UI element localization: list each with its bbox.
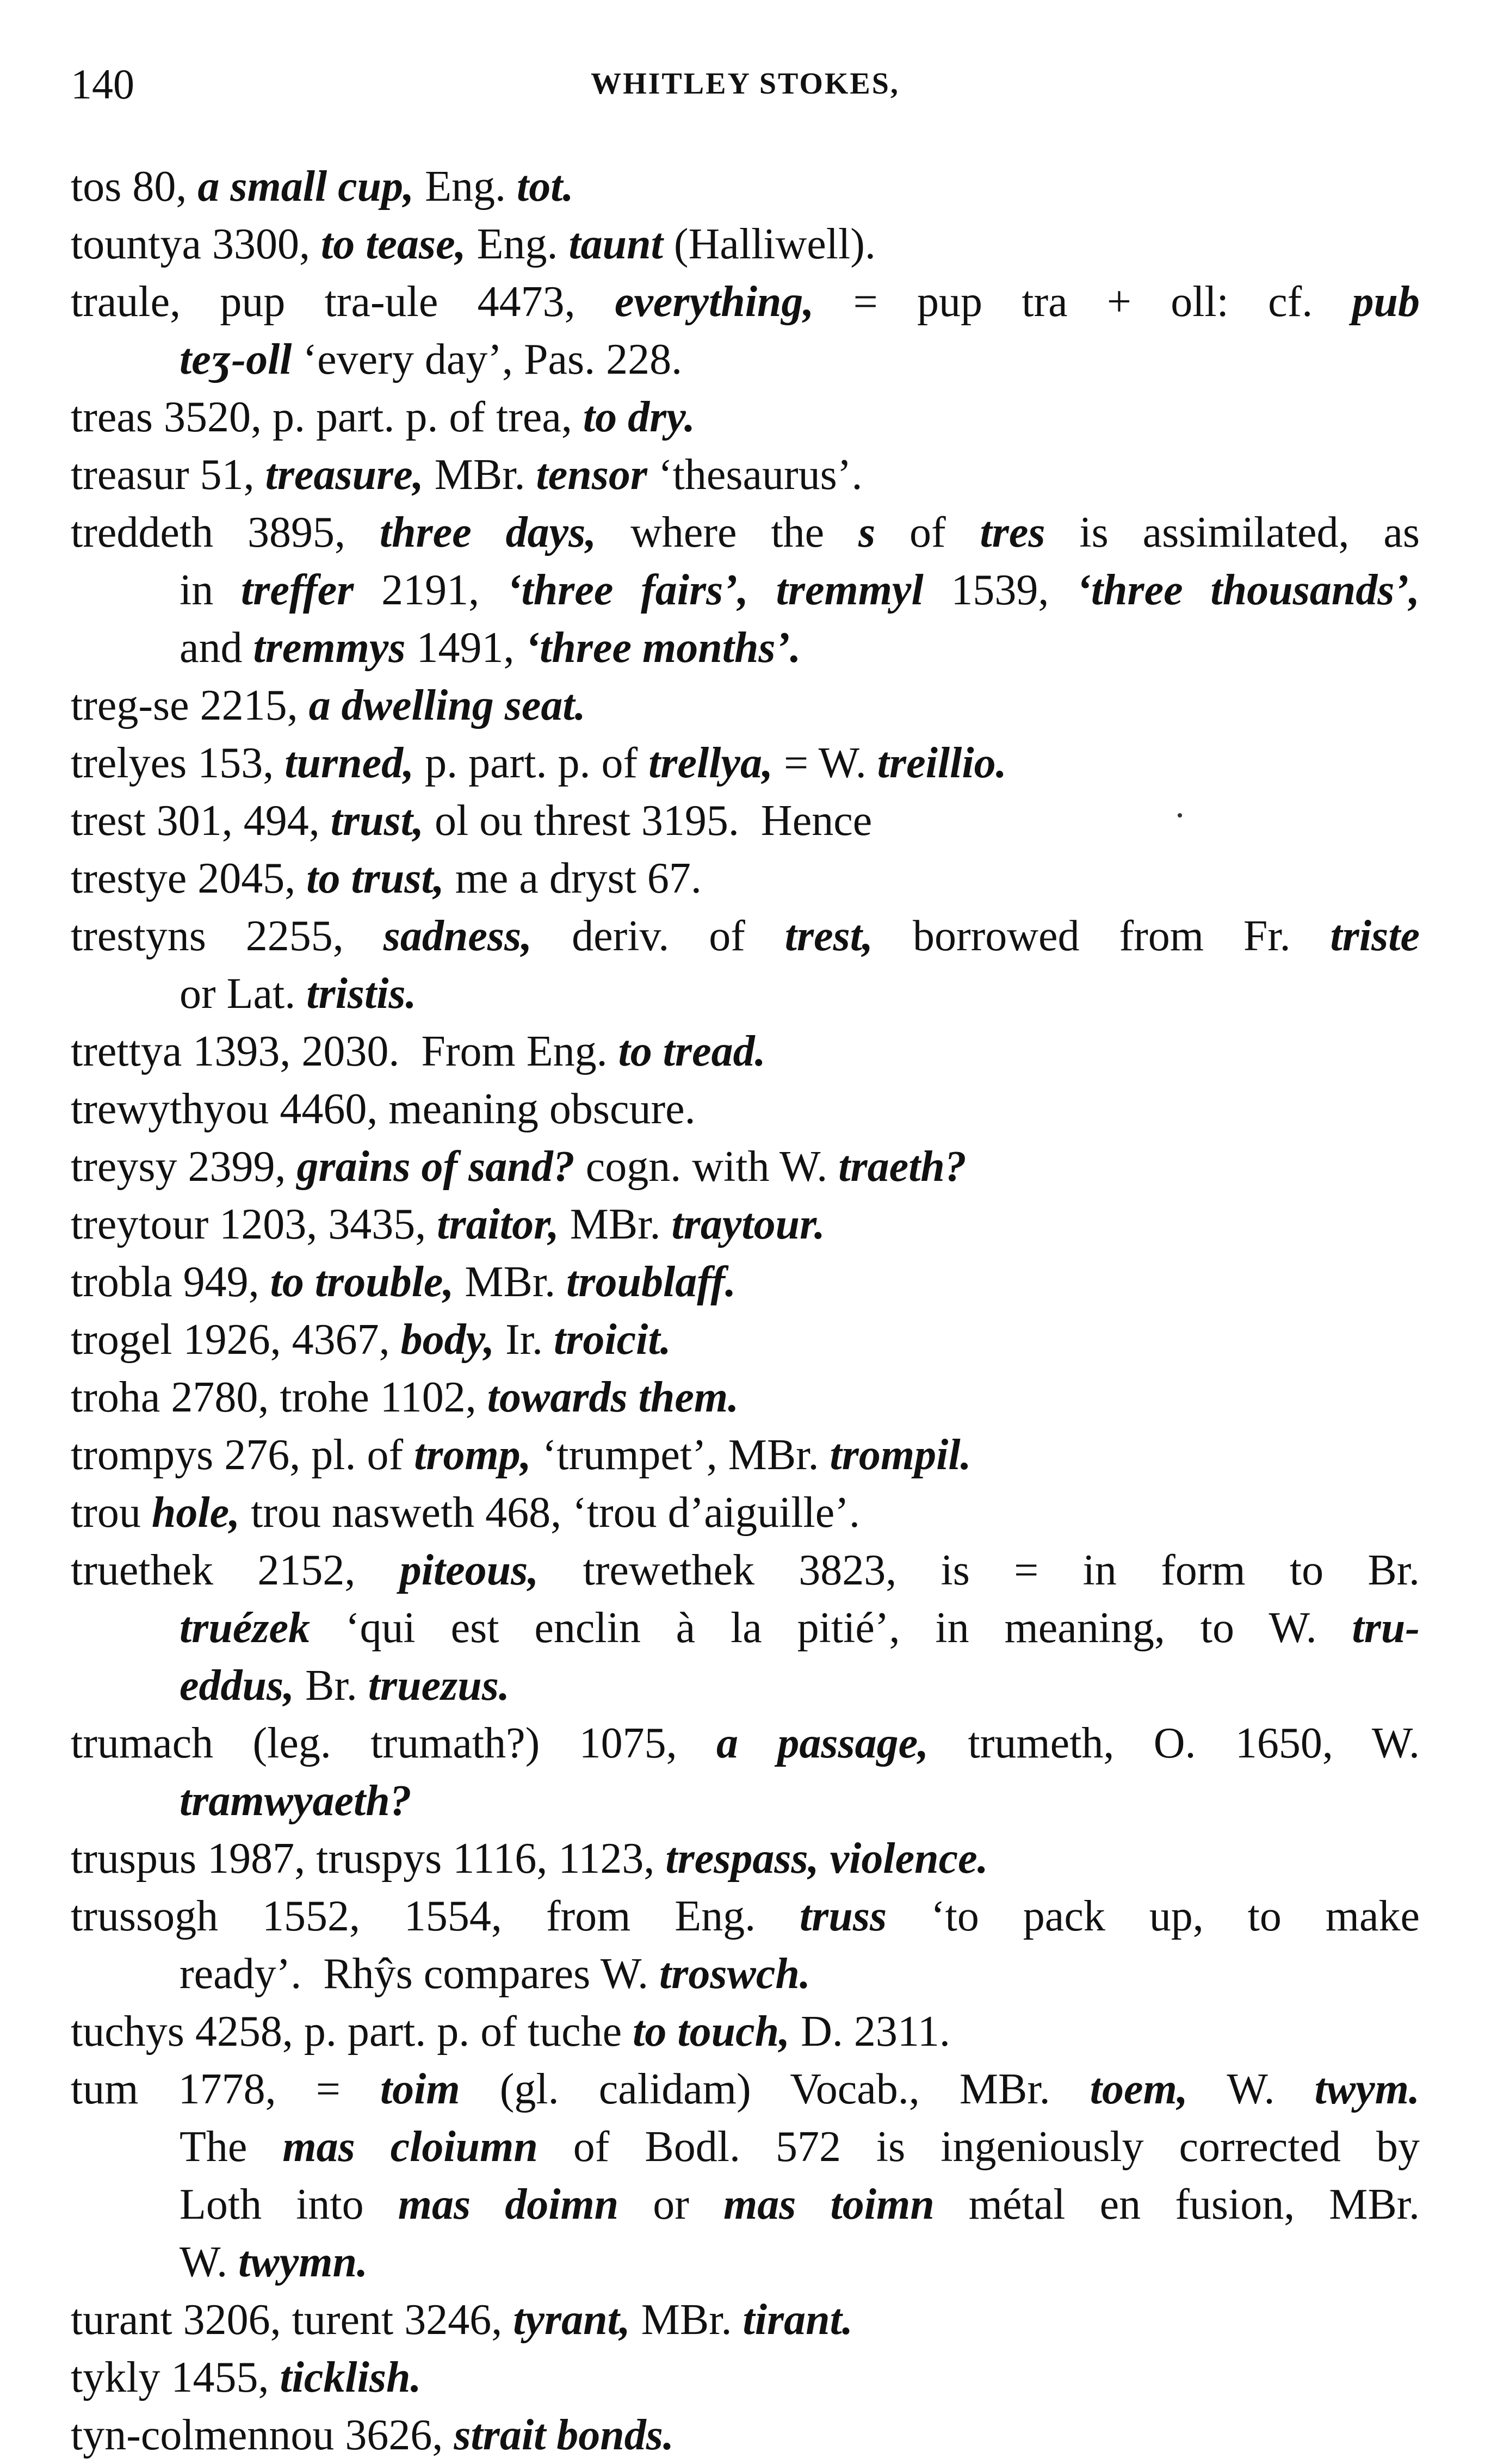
italic-text: tensor (536, 451, 648, 499)
italic-text: ‘three months’. (525, 624, 801, 672)
entry-headline (71, 677, 1420, 734)
italic-text: eddus, (180, 1662, 295, 1710)
print-speck (1178, 813, 1182, 818)
entry-headline (71, 792, 1420, 850)
italic-text: tremmyl (776, 566, 924, 614)
italic-text: treasure, (265, 451, 424, 499)
text: MBr. (630, 2296, 743, 2344)
page-number: 140 (71, 60, 134, 108)
text: ready’. Rhŷs compares W. (180, 1950, 660, 1998)
text: ‘every day’, Pas. 228. (292, 336, 683, 383)
entry-headline (71, 1714, 1420, 1772)
italic-text: treffer (240, 566, 354, 614)
entry-headline (71, 1830, 1420, 1887)
glossary-entry (71, 677, 1420, 734)
text: and (180, 624, 253, 672)
text: treg-se 2215, (71, 682, 309, 729)
entry-headline (71, 1369, 1420, 1426)
glossary-entry (71, 850, 1420, 907)
italic-text: tristis. (306, 970, 417, 1018)
text: MBr. (423, 451, 536, 499)
text: me a dryst 67. (444, 855, 702, 902)
italic-text: tres (980, 509, 1045, 556)
glossary-body (71, 158, 1420, 2464)
text: MBr. (559, 1200, 672, 1248)
glossary-entry (71, 446, 1420, 504)
text: traule, pup tra-ule 4473, (71, 278, 615, 326)
text: The (180, 2123, 283, 2171)
glossary-entry (71, 2003, 1420, 2060)
italic-text: tromp, (414, 1431, 531, 1479)
glossary-entry (71, 1484, 1420, 1541)
glossary-entry (71, 1541, 1420, 1714)
entry-headline (71, 2406, 1420, 2464)
italic-text: trompil. (830, 1431, 972, 1479)
text: MBr. (454, 1258, 567, 1306)
text: cogn. with W. (574, 1143, 839, 1191)
glossary-entry (71, 2060, 1420, 2291)
text: tuchys 4258, p. part. p. of tuche (71, 2008, 633, 2056)
italic-text: ticklish. (280, 2354, 422, 2401)
entry-headline (71, 1023, 1420, 1080)
glossary-entry (71, 2406, 1420, 2464)
text: tountya 3300, (71, 220, 321, 268)
text: = pup tra + oll: cf. (814, 278, 1352, 326)
italic-text: trespass, violence. (665, 1835, 988, 1883)
italic-text: triste (1330, 912, 1420, 960)
glossary-entry (71, 388, 1420, 446)
glossary-entry (71, 734, 1420, 792)
entry-headline (71, 1138, 1420, 1196)
glossary-entry (71, 1253, 1420, 1311)
entry-continuation-line (71, 1599, 1420, 1657)
italic-text: tru- (1352, 1604, 1420, 1652)
glossary-entry (71, 215, 1420, 273)
italic-text: trust, (330, 797, 424, 845)
italic-text: to dry. (583, 393, 695, 441)
glossary-entry (71, 504, 1420, 677)
entry-headline (71, 1080, 1420, 1138)
text: métal en fusion, MBr. (934, 2181, 1420, 2228)
italic-text: toem, (1090, 2065, 1188, 2113)
text: 1539, (923, 566, 1077, 614)
entry-continuation-line (71, 1657, 1420, 1714)
italic-text: trest, (784, 912, 874, 960)
italic-text: sadness, (383, 912, 533, 960)
italic-text: tremmys (253, 624, 406, 672)
entry-continuation-line (71, 1772, 1420, 1830)
glossary-entry (71, 907, 1420, 1023)
text: is assimilated, as (1045, 509, 1420, 556)
text: tykly 1455, (71, 2354, 280, 2401)
glossary-entry (71, 1830, 1420, 1887)
italic-text: truss (800, 1892, 887, 1940)
text: tum 1778, = (71, 2065, 380, 2113)
glossary-entry (71, 1196, 1420, 1253)
text: trou (71, 1489, 152, 1537)
entry-continuation-line (71, 1945, 1420, 2003)
text: ‘thesaurus’. (647, 451, 863, 499)
italic-text: taunt (568, 220, 663, 268)
entry-headline (71, 1253, 1420, 1311)
glossary-entry (71, 1426, 1420, 1484)
text: truethek 2152, (71, 1546, 400, 1594)
glossary-entry (71, 1369, 1420, 1426)
text: 2191, (354, 566, 507, 614)
text: or (618, 2181, 724, 2228)
italic-text: trellya, (648, 739, 773, 787)
italic-text: mas cloiumn (282, 2123, 538, 2171)
entry-headline (71, 907, 1420, 965)
text: (gl. calidam) Vocab., MBr. (460, 2065, 1090, 2113)
text: = W. (772, 739, 877, 787)
italic-text: traeth? (838, 1143, 967, 1191)
italic-text: tot. (517, 163, 574, 211)
text: p. part. p. of (414, 739, 649, 787)
glossary-entry (71, 1311, 1420, 1369)
italic-text: to tease, (320, 220, 466, 268)
italic-text: troicit. (554, 1316, 671, 1364)
glossary-entry (71, 158, 1420, 215)
italic-text: grains of sand? (296, 1143, 575, 1191)
italic-text: truezus. (368, 1662, 510, 1710)
italic-text: toim (380, 2065, 460, 2113)
glossary-entry (71, 1023, 1420, 1080)
italic-text: hole, (151, 1489, 240, 1537)
page-header (71, 60, 1420, 120)
glossary-entry (71, 2349, 1420, 2406)
entry-continuation-line (71, 2118, 1420, 2176)
text: trobla 949, (71, 1258, 270, 1306)
glossary-entry (71, 792, 1420, 850)
text: W. (180, 2238, 239, 2286)
entry-continuation-line (71, 2176, 1420, 2233)
italic-text: strait bonds. (454, 2411, 674, 2459)
text: treysy 2399, (71, 1143, 297, 1191)
italic-text: tramwyaeth? (180, 1777, 412, 1825)
text: trettya 1393, 2030. From Eng. (71, 1027, 618, 1075)
text: trou nasweth 468, ‘trou d’aiguille’. (240, 1489, 860, 1537)
italic-text: traytour. (671, 1200, 825, 1248)
text: ‘to pack up, to make (887, 1892, 1420, 1940)
italic-text: pub (1352, 278, 1420, 326)
text: trumach (leg. trumath?) 1075, (71, 1719, 716, 1767)
text: borrowed from Fr. (873, 912, 1331, 960)
italic-text: twymn. (238, 2238, 368, 2286)
entry-headline (71, 2060, 1420, 2118)
italic-text: troswch. (659, 1950, 810, 1998)
italic-text: teʒ-oll (180, 336, 292, 383)
text: trestye 2045, (71, 855, 307, 902)
italic-text: s (858, 509, 876, 556)
italic-text: piteous, (399, 1546, 539, 1594)
text: of (875, 509, 980, 556)
entry-headline (71, 734, 1420, 792)
italic-text: twym. (1314, 2065, 1420, 2113)
italic-text: traitor, (437, 1200, 559, 1248)
text: in (180, 566, 241, 614)
italic-text: a passage, (716, 1719, 929, 1767)
italic-text: tirant. (742, 2296, 853, 2344)
entry-continuation-line (71, 331, 1420, 388)
entry-headline (71, 1311, 1420, 1369)
italic-text: ‘three fairs’, (506, 566, 748, 614)
italic-text: a small cup, (197, 163, 414, 211)
text: or Lat. (180, 970, 307, 1018)
text: treddeth 3895, (71, 509, 380, 556)
text: Eng. (414, 163, 517, 211)
italic-text: to trust, (306, 855, 444, 902)
text: trumeth, O. 1650, W. (929, 1719, 1420, 1767)
italic-text: troublaff. (566, 1258, 737, 1306)
entry-headline (71, 446, 1420, 504)
italic-text: three days, (379, 509, 597, 556)
italic-text: ‘three thousands’, (1076, 566, 1420, 614)
text: trussogh 1552, 1554, from Eng. (71, 1892, 800, 1940)
entry-headline (71, 388, 1420, 446)
glossary-entry (71, 2291, 1420, 2349)
entry-headline (71, 2349, 1420, 2406)
text: tyn-colmennou 3626, (71, 2411, 454, 2459)
entry-headline (71, 2291, 1420, 2349)
italic-text: to touch, (633, 2008, 790, 2056)
text: trewethek 3823, is = in form to Br. (539, 1546, 1420, 1594)
italic-text: truézek (180, 1604, 310, 1652)
entry-headline (71, 1484, 1420, 1541)
text: trest 301, 494, (71, 797, 331, 845)
entry-headline (71, 850, 1420, 907)
entry-headline (71, 158, 1420, 215)
entry-headline (71, 1541, 1420, 1599)
text: turant 3206, turent 3246, (71, 2296, 513, 2344)
italic-text: mas doimn (398, 2181, 619, 2228)
entry-headline (71, 1426, 1420, 1484)
italic-text: everything, (614, 278, 814, 326)
text: truspus 1987, truspys 1116, 1123, (71, 1835, 666, 1883)
text (748, 566, 776, 614)
text: trestyns 2255, (71, 912, 383, 960)
text: treytour 1203, 3435, (71, 1200, 437, 1248)
text: treas 3520, p. part. p. of trea, (71, 393, 583, 441)
running-head: WHITLEY STOKES, (591, 67, 900, 101)
entry-headline (71, 1196, 1420, 1253)
entry-headline (71, 215, 1420, 273)
text: trogel 1926, 4367, (71, 1316, 401, 1364)
entry-continuation-line (71, 561, 1420, 619)
italic-text: treillio. (877, 739, 1007, 787)
text: Br. (294, 1662, 368, 1710)
text: trewythyou 4460, meaning obscure. (71, 1085, 696, 1133)
text: tos 80, (71, 163, 198, 211)
entry-continuation-line (71, 2233, 1420, 2291)
text: Eng. (466, 220, 569, 268)
glossary-entry (71, 273, 1420, 388)
entry-continuation-line (71, 619, 1420, 677)
text: (Halliwell). (663, 220, 876, 268)
text: Ir. (494, 1316, 554, 1364)
italic-text: turned, (284, 739, 414, 787)
glossary-entry (71, 1887, 1420, 2003)
text: deriv. of (532, 912, 785, 960)
entry-headline (71, 273, 1420, 331)
text: W. (1187, 2065, 1315, 2113)
text: troha 2780, trohe 1102, (71, 1373, 487, 1421)
text: ol ou threst 3195. Hence (423, 797, 873, 845)
text: trelyes 153, (71, 739, 285, 787)
italic-text: to trouble, (270, 1258, 454, 1306)
entry-continuation-line (71, 965, 1420, 1023)
text: trompys 276, pl. of (71, 1431, 414, 1479)
entry-headline (71, 504, 1420, 561)
text: of Bodl. 572 is ingeniously corrected by (537, 2123, 1420, 2171)
text: Loth into (180, 2181, 398, 2228)
italic-text: body, (400, 1316, 495, 1364)
glossary-entry (71, 1714, 1420, 1830)
text: ‘qui est enclin à la pitié’, in meaning, to W. (310, 1604, 1352, 1652)
entry-headline (71, 2003, 1420, 2060)
italic-text: a dwelling seat. (308, 682, 586, 729)
text: 1491, (405, 624, 525, 672)
text: D. 2311. (790, 2008, 950, 2056)
entry-headline (71, 1887, 1420, 1945)
glossary-entry (71, 1138, 1420, 1196)
text: where the (596, 509, 858, 556)
italic-text: towards them. (487, 1373, 739, 1421)
italic-text: to tread. (618, 1027, 766, 1075)
italic-text: mas toimn (723, 2181, 935, 2228)
glossary-entry (71, 1080, 1420, 1138)
text: treasur 51, (71, 451, 265, 499)
italic-text: tyrant, (513, 2296, 630, 2344)
text: ‘trumpet’, MBr. (531, 1431, 830, 1479)
